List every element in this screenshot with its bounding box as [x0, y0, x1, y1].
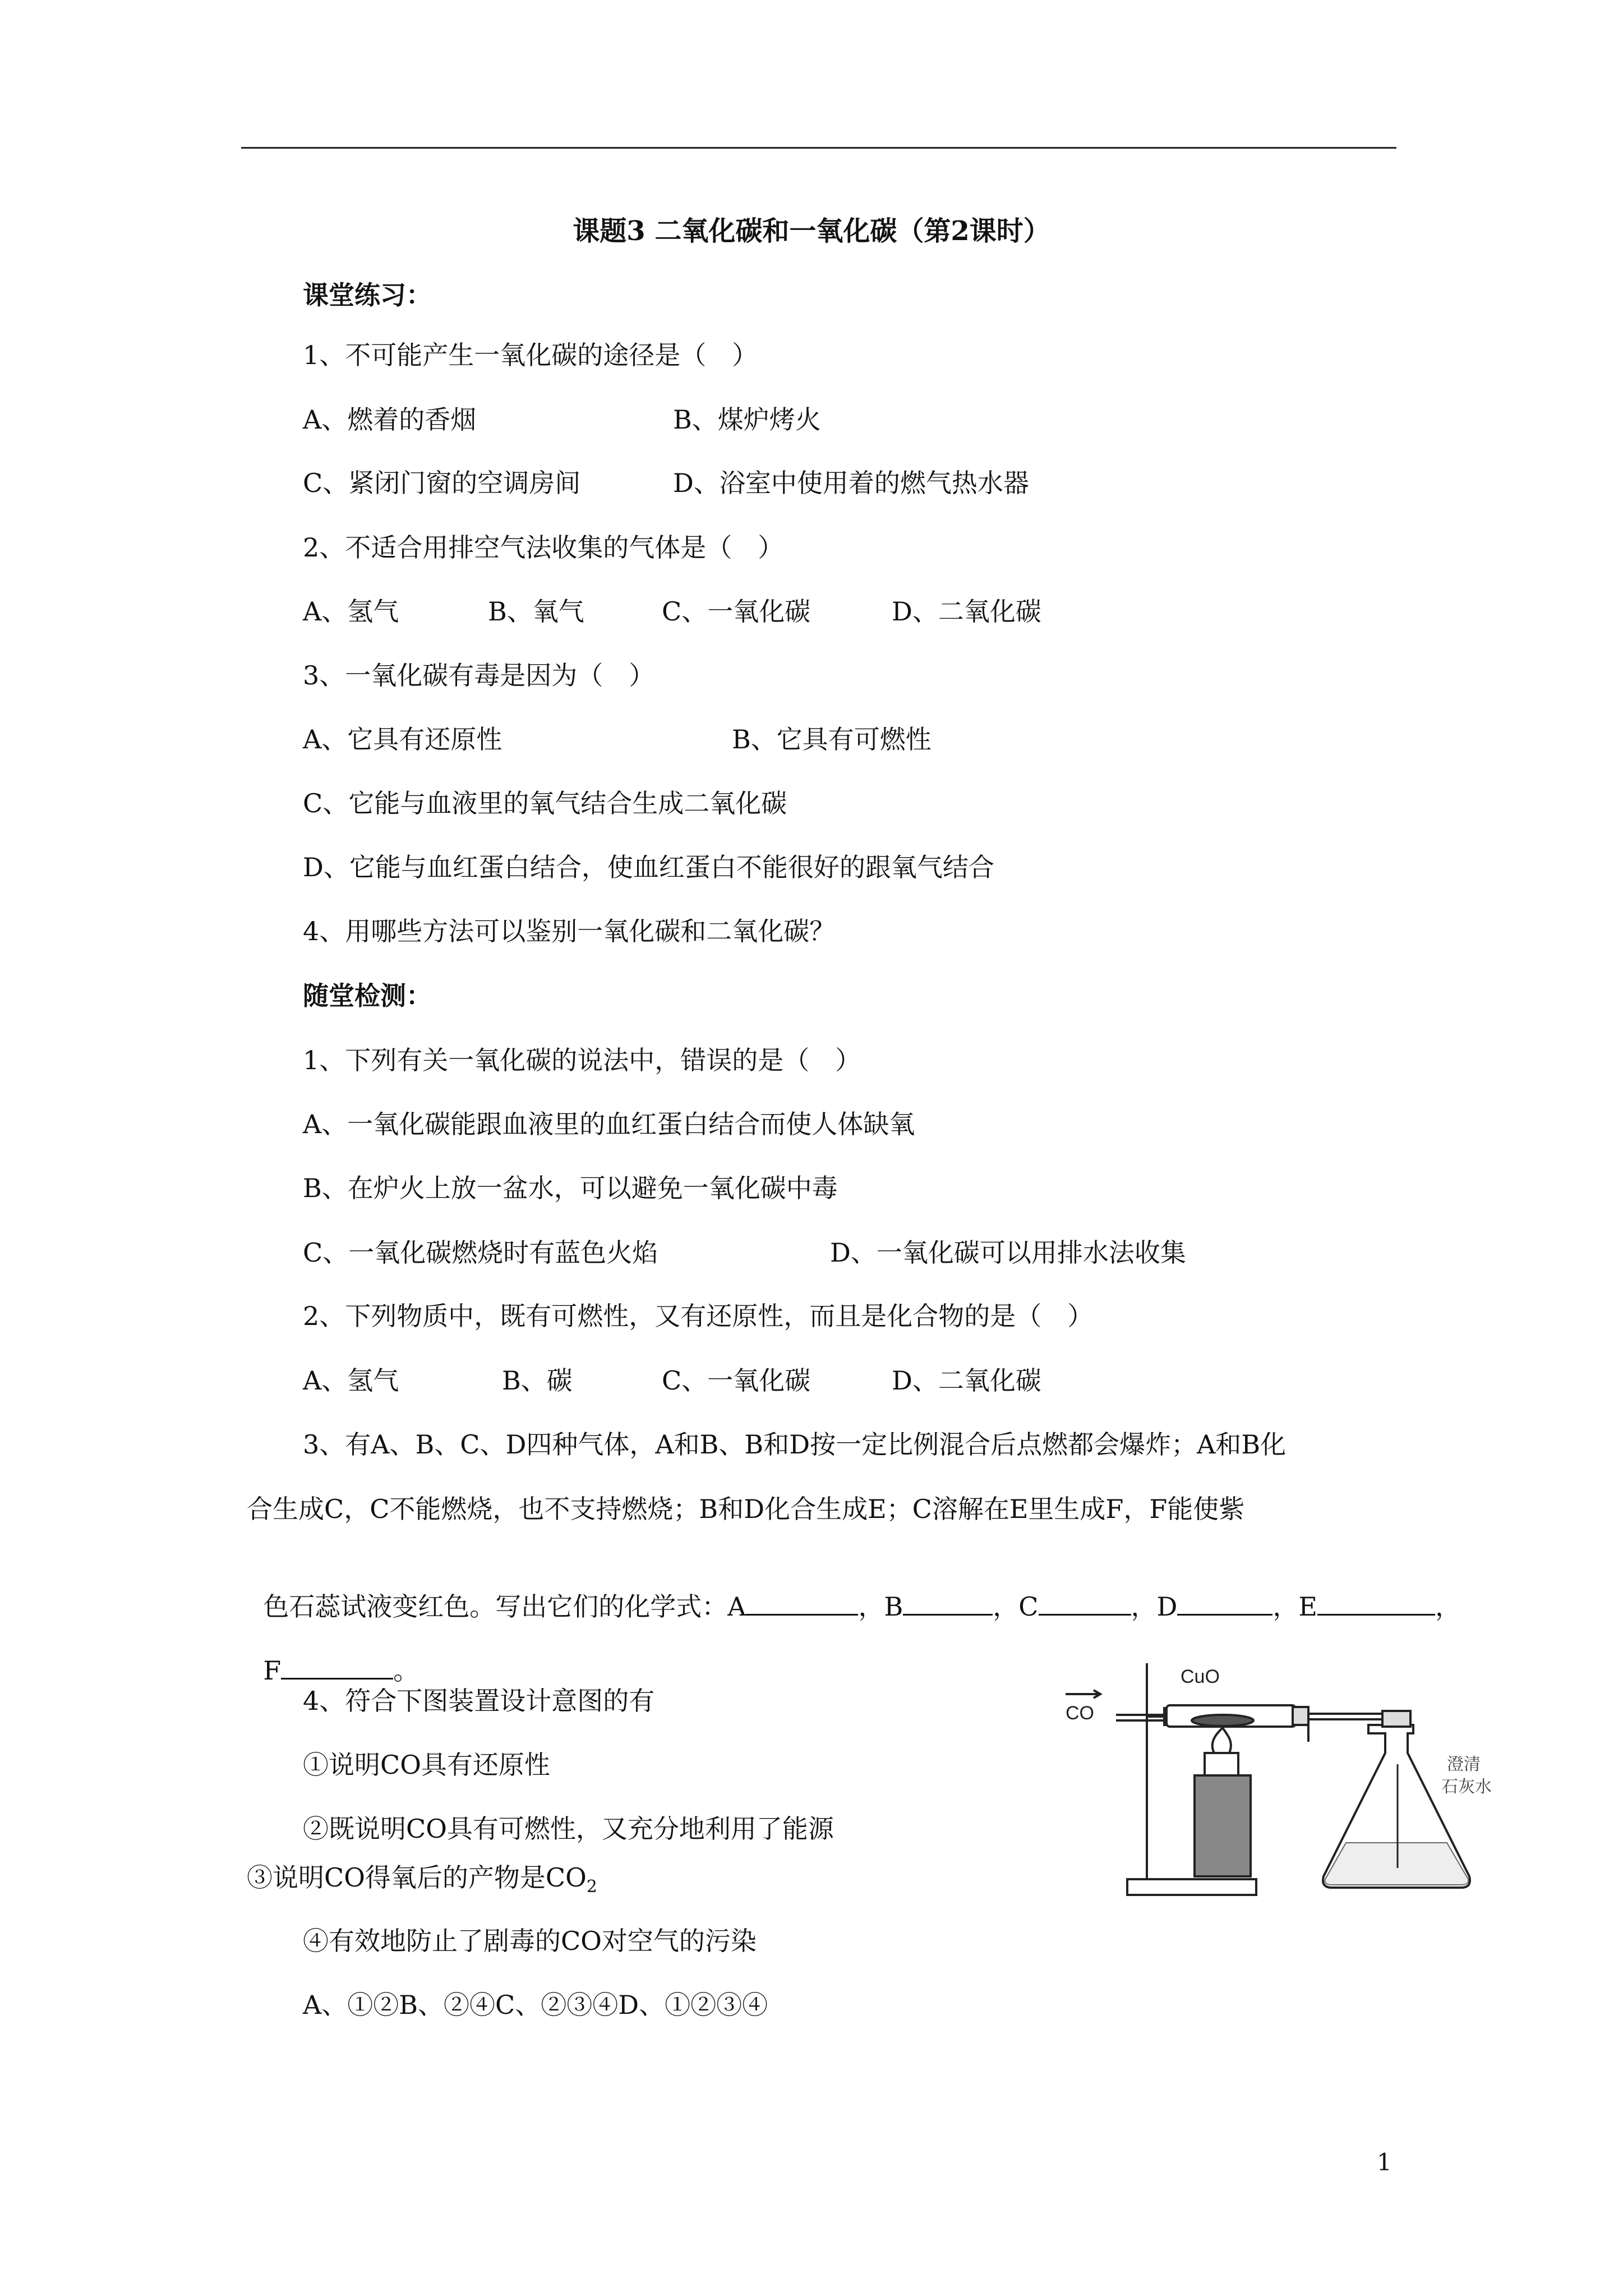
quiz3-sep-c: ，C	[993, 1591, 1039, 1622]
q2-stem: 2、不适合用排空气法收集的气体是（ ）	[303, 532, 784, 563]
answer-blank-c[interactable]	[1039, 1591, 1131, 1616]
limewater-label-1: 澄清	[1447, 1755, 1481, 1774]
quiz2-stem: 2、下列物质中，既有可燃性，又有还原性，而且是化合物的是（ ）	[303, 1301, 1094, 1331]
q1-option-c: C、紧闭门窗的空调房间	[303, 468, 581, 498]
quiz3-sep-d: ，D	[1131, 1591, 1178, 1622]
q1-stem: 1、不可能产生一氧化碳的途径是（ ）	[303, 340, 758, 370]
q2-option-a: A、氢气	[303, 596, 399, 627]
page-number: 1	[1377, 2148, 1392, 2176]
q3-option-d: D、它能与血红蛋白结合，使血红蛋白不能很好的跟氧气结合	[303, 852, 994, 882]
quiz4-stem: 4、符合下图装置设计意图的有	[303, 1686, 655, 1716]
quiz2-option-c: C、一氧化碳	[662, 1365, 811, 1396]
quiz3-line-4-end: 。	[393, 1655, 419, 1686]
quiz1-option-b: B、在炉火上放一盆水，可以避免一氧化碳中毒	[303, 1173, 838, 1203]
quiz1-stem: 1、下列有关一氧化碳的说法中，错误的是（ ）	[303, 1045, 861, 1075]
answer-blank-b[interactable]	[903, 1591, 993, 1616]
quiz3-line-3-text: 色石蕊试液变红色。写出它们的化学式：A	[263, 1591, 746, 1622]
quiz4-statement-3-text: ③说明CO得氧后的产物是CO	[247, 1862, 587, 1893]
limewater-label-2: 石灰水	[1441, 1777, 1492, 1797]
quiz2-option-d: D、二氧化碳	[892, 1365, 1041, 1396]
q3-option-c: C、它能与血液里的氧气结合生成二氧化碳	[303, 788, 787, 818]
q1-option-b: B、煤炉烤火	[673, 404, 821, 435]
co-inflow-label: CO	[1066, 1703, 1094, 1724]
q2-option-c: C、一氧化碳	[662, 596, 811, 627]
section-heading-practice: 课堂练习：	[303, 280, 432, 310]
quiz1-option-c: C、一氧化碳燃烧时有蓝色火焰	[303, 1237, 658, 1268]
quiz4-statement-2: ②既说明CO具有可燃性，又充分地利用了能源	[303, 1814, 834, 1844]
quiz2-option-a: A、氢气	[303, 1365, 399, 1396]
q3-stem: 3、一氧化碳有毒是因为（ ）	[303, 660, 655, 691]
q2-option-b: B、氧气	[488, 596, 584, 627]
co-reduction-apparatus-figure	[1054, 1652, 1514, 1916]
cuo-label: CuO	[1181, 1666, 1220, 1687]
quiz3-sep-b: ，B	[858, 1591, 903, 1622]
quiz3-line-2: 合生成C，C不能燃烧，也不支持燃烧；B和D化合生成E；C溶解在E里生成F，F能使紫	[247, 1494, 1245, 1524]
quiz4-statement-1: ①说明CO具有还原性	[303, 1750, 550, 1780]
answer-blank-e[interactable]	[1317, 1591, 1435, 1616]
q1-option-a: A、燃着的香烟	[303, 404, 477, 435]
q3-option-b: B、它具有可燃性	[732, 724, 932, 754]
quiz3-line-3	[247, 1556, 1461, 1623]
quiz4-statement-3	[247, 1861, 597, 1904]
header-rule	[241, 147, 1396, 149]
quiz3-sep-e: ，E	[1272, 1591, 1317, 1622]
q1-option-d: D、浴室中使用着的燃气热水器	[673, 468, 1029, 498]
quiz1-option-d: D、一氧化碳可以用排水法收集	[830, 1237, 1186, 1268]
quiz2-option-b: B、碳	[502, 1365, 573, 1396]
section-heading-quiz: 随堂检测：	[303, 981, 432, 1011]
answer-blank-a[interactable]	[746, 1591, 858, 1616]
quiz3-sep-end: ，	[1435, 1591, 1461, 1622]
quiz1-option-a: A、一氧化碳能跟血液里的血红蛋白结合而使人体缺氧	[303, 1109, 915, 1139]
page-title: 课题3 二氧化碳和一氧化碳（第2课时）	[573, 215, 1050, 247]
quiz3-line-4	[247, 1620, 419, 1687]
co2-subscript: 2	[586, 1877, 597, 1897]
answer-blank-f[interactable]	[281, 1655, 393, 1680]
q2-option-d: D、二氧化碳	[892, 596, 1041, 627]
quiz3-line-1: 3、有A、B、C、D四种气体，A和B、B和D按一定比例混合后点燃都会爆炸；A和B化	[303, 1429, 1287, 1460]
answer-blank-d[interactable]	[1177, 1591, 1272, 1616]
q4-stem: 4、用哪些方法可以鉴别一氧化碳和二氧化碳？	[303, 916, 836, 946]
quiz4-statement-4: ④有效地防止了剧毒的CO对空气的污染	[303, 1926, 757, 1956]
quiz3-f-label: F	[263, 1655, 282, 1686]
quiz4-choices: A、①②B、②④C、②③④D、①②③④	[303, 1990, 768, 2020]
q3-option-a: A、它具有还原性	[303, 724, 502, 754]
